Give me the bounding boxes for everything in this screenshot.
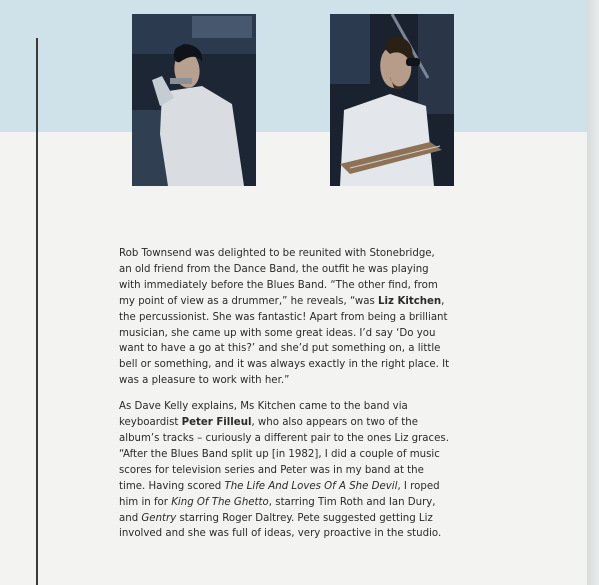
text-line: musician, she came up with some great ideas. I’d say ‘Do you (119, 327, 436, 339)
name-peter-filleul: Peter Filleul (181, 417, 252, 429)
photo-guitarist (330, 14, 454, 186)
text-run: , I roped (397, 480, 440, 492)
text-line: As Dave Kelly explains, Ms Kitchen came to the band via (119, 401, 408, 413)
text-line (119, 294, 479, 310)
text-run: and (119, 512, 142, 524)
title-king-of-the-ghetto: King Of The Ghetto (171, 496, 269, 508)
page-edge (587, 0, 599, 585)
text-line: an old friend from the Dance Band, the outfit he was playing (119, 263, 429, 275)
text-run: , starring Tim Roth and Ian Dury, (268, 496, 436, 508)
text-run: my point of view as a drummer,” he reveals, “was (119, 295, 378, 307)
text-run: time. Having scored (119, 480, 225, 492)
text-line: want to have a go at this?’ and she’d put something on, a little (119, 343, 441, 355)
text-line: involved and she was full of ideas, very proactive in the studio. (119, 528, 442, 540)
text-line (119, 479, 479, 495)
header-band (0, 0, 588, 132)
guitarist-image (330, 14, 454, 186)
text-line: bell or something, and it was always exactly in the right place. It (119, 359, 450, 371)
text-line: “After the Blues Band split up [in 1982], I did a couple of music (119, 448, 440, 460)
text-line: Rob Townsend was delighted to be reunited with Stonebridge, (119, 248, 435, 259)
text-run: starring Roger Daltrey. Pete suggested getting Liz (176, 512, 433, 524)
text-line: the percussionist. She was fantastic! Apart from being a brilliant (119, 311, 448, 323)
paragraph-rob-townsend (119, 246, 479, 389)
text-line: scores for television series and Peter was in my band at the (119, 464, 424, 476)
text-line: was a pleasure to work with her.” (119, 375, 290, 387)
title-gentry: Gentry (141, 512, 177, 524)
text-line (119, 511, 479, 527)
text-run: keyboardist (119, 417, 182, 429)
text-line: with immediately before the Blues Band. “The other find, from (119, 279, 438, 291)
title-she-devil: The Life And Loves Of A She Devil (224, 480, 398, 492)
text-run: , (441, 295, 445, 307)
text-run: , who also appears on two of the (251, 417, 418, 429)
harmonica-player-image (132, 14, 256, 186)
article-body (119, 246, 479, 542)
photo-harmonica-player (132, 14, 256, 186)
name-liz-kitchen: Liz Kitchen (378, 295, 442, 307)
text-line: album’s tracks – curiously a different pair to the ones Liz graces. (119, 432, 449, 444)
text-run: him in for (119, 496, 172, 508)
paragraph-dave-kelly (119, 399, 479, 542)
text-line (119, 495, 479, 511)
vertical-rule (36, 38, 38, 585)
text-line (119, 415, 479, 431)
